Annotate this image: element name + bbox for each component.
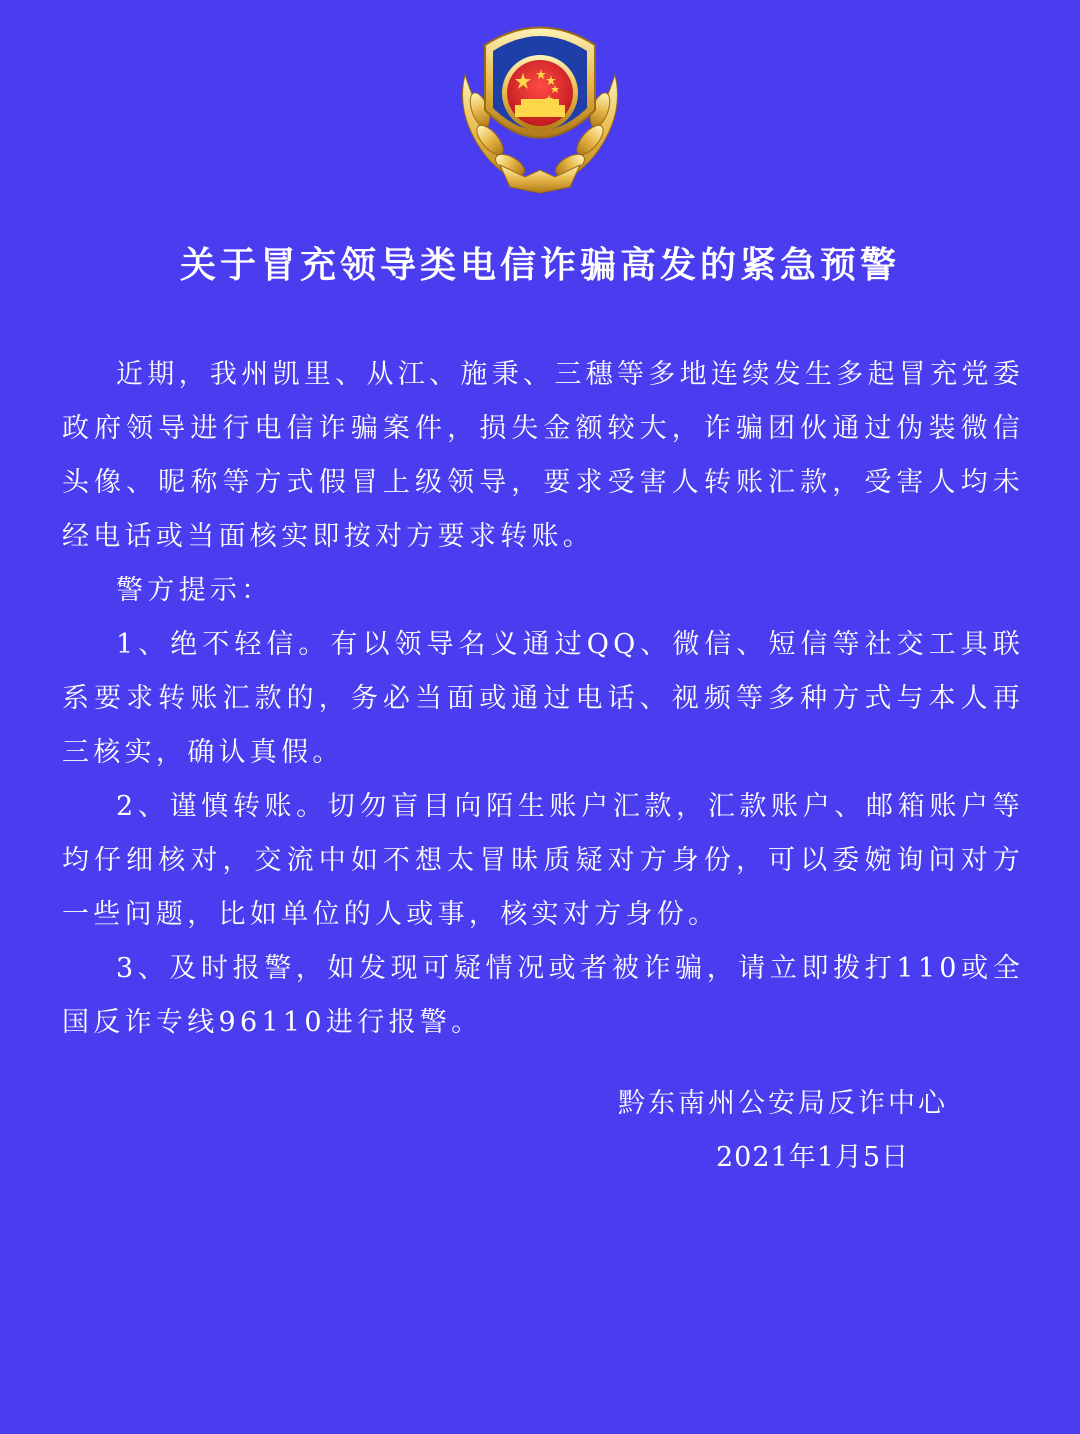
paragraph-tip-1: 1、绝不轻信。有以领导名义通过QQ、微信、短信等社交工具联系要求转账汇款的，务必当面或通过电话、视频等多种方式与本人再三核实，确认真假。 [62, 629, 1024, 768]
paragraph-tip-2: 2、谨慎转账。切勿盲目向陌生账户汇款，汇款账户、邮箱账户等均仔细核对，交流中如不想太冒昧质疑对方身份，可以委婉询问对方一些问题，比如单位的人或事，核实对方身份。 [62, 791, 1024, 930]
paragraph-police-tips-heading: 警方提示： [116, 575, 273, 606]
paragraph-intro: 近期，我州凯里、从江、施秉、三穗等多地连续发生多起冒充党委政府领导进行电信诈骗案件，损失金额较大，诈骗团伙通过伪装微信头像、昵称等方式假冒上级领导，要求受害人转账汇款，受害人均未经电话或当面核实即按对方要求转账。 [62, 359, 1024, 552]
signature-date: 2021年1月5日 [716, 1142, 910, 1173]
police-emblem [445, 15, 635, 200]
paragraph-tip-3: 3、及时报警，如发现可疑情况或者被诈骗，请立即拨打110或全国反诈专线96110进行报警。 [62, 953, 1024, 1038]
signature-organization: 黔东南州公安局反诈中心 [618, 1088, 948, 1119]
notice-title: 关于冒充领导类电信诈骗高发的紧急预警 [179, 244, 900, 286]
notice-body [62, 348, 1024, 1050]
